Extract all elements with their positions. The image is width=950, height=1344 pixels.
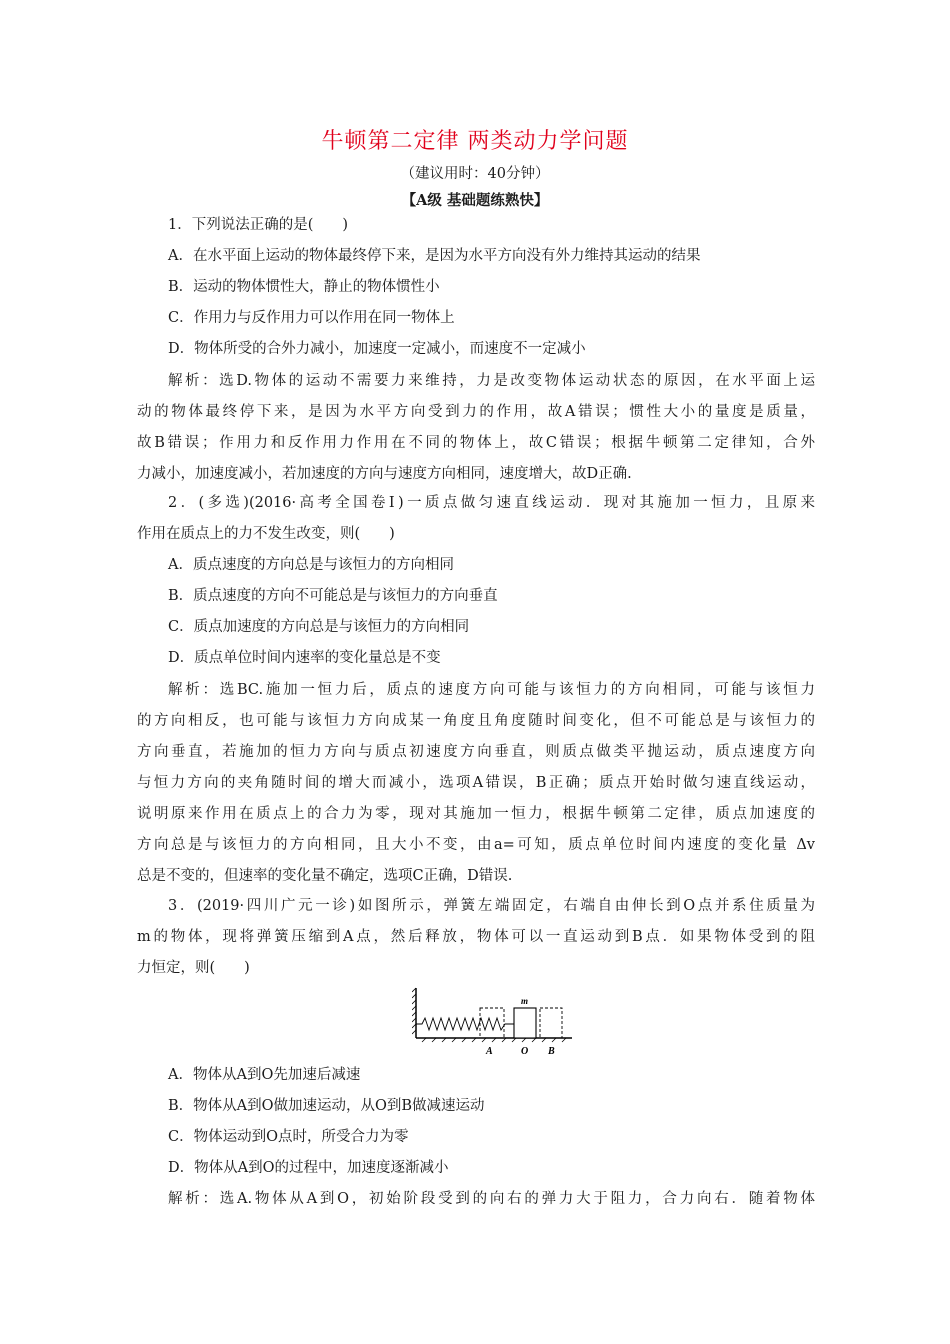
suggested-time: （建议用时：40分钟） — [400, 166, 550, 182]
q2-analysis-line: 与恒力方向的夹角随时间的增大而减小，选项A错误，B正确；质点开始时做匀速直线运动， — [137, 775, 815, 791]
question-1: 1．下列说法正确的是( ) — [168, 217, 349, 233]
q2-option-d: D．质点单位时间内速率的变化量总是不变 — [168, 650, 441, 666]
q2-option-a: A．质点速度的方向总是与该恒力的方向相同 — [168, 557, 454, 573]
block-at-b-dashed — [540, 1008, 562, 1038]
q1-option-b: B．运动的物体惯性大，静止的物体惯性小 — [168, 279, 440, 295]
point-b-label: B — [548, 1046, 555, 1057]
point-o-label: O — [521, 1046, 529, 1057]
section-heading: 【A级 基础题练熟快】 — [401, 192, 549, 209]
q2-option-b: B．质点速度的方向不可能总是与该恒力的方向垂直 — [168, 588, 498, 604]
q2-analysis-line: 说明原来作用在质点上的合力为零，现对其施加一恒力，根据牛顿第二定律，质点加速度的 — [137, 806, 815, 822]
q3-analysis-line: 解析：选A.物体从A到O，初始阶段受到的向右的弹力大于阻力，合力向右．随着物体 — [168, 1191, 815, 1207]
q2-analysis-line: 方向垂直，若施加的恒力方向与质点初速度方向垂直，则质点做类平抛运动，质点速度方向 — [137, 744, 815, 760]
q1-analysis-line: 动的物体最终停下来，是因为水平方向受到力的作用，故A错误；惯性大小的量度是质量， — [137, 404, 815, 420]
q3-option-a: A．物体从A到O先加速后减速 — [168, 1067, 361, 1083]
page-title: 牛顿第二定律 两类动力学问题 — [321, 129, 629, 154]
mass-label: m — [521, 996, 529, 1006]
q2-analysis-line: 的方向相反，也可能与该恒力方向成某一角度且角度随时间变化，但不可能总是与该恒力的 — [137, 713, 815, 729]
q1-analysis-line: 故B错误；作用力和反作用力作用在不同的物体上，故C错误；根据牛顿第二定律知，合外 — [137, 435, 815, 451]
question-2-cont: 作用在质点上的力不发生改变，则( ) — [137, 526, 395, 542]
block-at-a-dashed — [480, 1008, 504, 1038]
question-2: 2．(多选)(2016·高考全国卷Ⅰ)一质点做匀速直线运动．现对其施加一恒力，且原来 — [168, 495, 815, 511]
spring-block-figure — [412, 986, 572, 1058]
q1-analysis-line: 力减小，加速度减小，若加速度的方向与速度方向相同，速度增大，故D正确. — [137, 466, 632, 482]
q1-option-d: D．物体所受的合外力减小，加速度一定减小，而速度不一定减小 — [168, 341, 586, 357]
q3-option-d: D．物体从A到O的过程中，加速度逐渐减小 — [168, 1160, 449, 1176]
point-a-label: A — [486, 1046, 493, 1057]
q2-option-c: C．质点加速度的方向总是与该恒力的方向相同 — [168, 619, 470, 635]
q2-analysis-line: 方向总是与该恒力的方向相同，且大小不变，由a=可知，质点单位时间内速度的变化量 Δv — [137, 837, 815, 853]
mass-block — [514, 1008, 536, 1038]
q1-option-c: C．作用力与反作用力可以作用在同一物体上 — [168, 310, 455, 326]
question-3: 3．(2019·四川广元一诊)如图所示，弹簧左端固定，右端自由伸长到O点并系住质量为 — [168, 898, 815, 914]
q2-analysis-line: 解析：选BC.施加一恒力后，质点的速度方向可能与该恒力的方向相同，可能与该恒力 — [168, 682, 815, 698]
q3-option-c: C．物体运动到O点时，所受合力为零 — [168, 1129, 409, 1145]
question-3-cont: 力恒定，则( ) — [137, 960, 250, 976]
q1-option-a: A．在水平面上运动的物体最终停下来，是因为水平方向没有外力维持其运动的结果 — [168, 248, 701, 264]
q2-analysis-line: 总是不变的，但速率的变化量不确定，选项C正确，D错误. — [137, 868, 513, 884]
q3-option-b: B．物体从A到O做加速运动，从O到B做减速运动 — [168, 1098, 485, 1114]
q1-analysis-line: 解析：选D.物体的运动不需要力来维持，力是改变物体运动状态的原因，在水平面上运 — [168, 373, 815, 389]
question-3-cont: m的物体，现将弹簧压缩到A点，然后释放，物体可以一直运动到B点．如果物体受到的阻 — [137, 929, 815, 945]
